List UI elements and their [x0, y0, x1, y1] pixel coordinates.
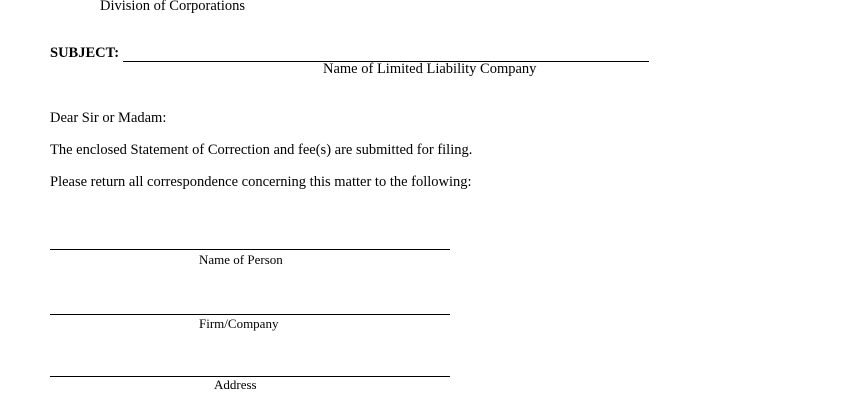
subject-label: SUBJECT:	[50, 45, 120, 61]
name-of-person-field[interactable]	[50, 249, 450, 250]
address-caption: Address	[214, 377, 257, 392]
division-heading: Division of Corporations	[100, 0, 245, 14]
name-of-person-caption: Name of Person	[199, 252, 283, 267]
firm-company-field[interactable]	[50, 314, 450, 315]
return-instructions-paragraph: Please return all correspondence concerning this matter to the following:	[50, 174, 472, 190]
subject-llc-name-caption: Name of Limited Liability Company	[323, 61, 537, 77]
salutation: Dear Sir or Madam:	[50, 110, 167, 126]
submission-paragraph: The enclosed Statement of Correction and fee(s) are submitted for filing.	[50, 142, 473, 158]
firm-company-caption: Firm/Company	[199, 316, 279, 331]
